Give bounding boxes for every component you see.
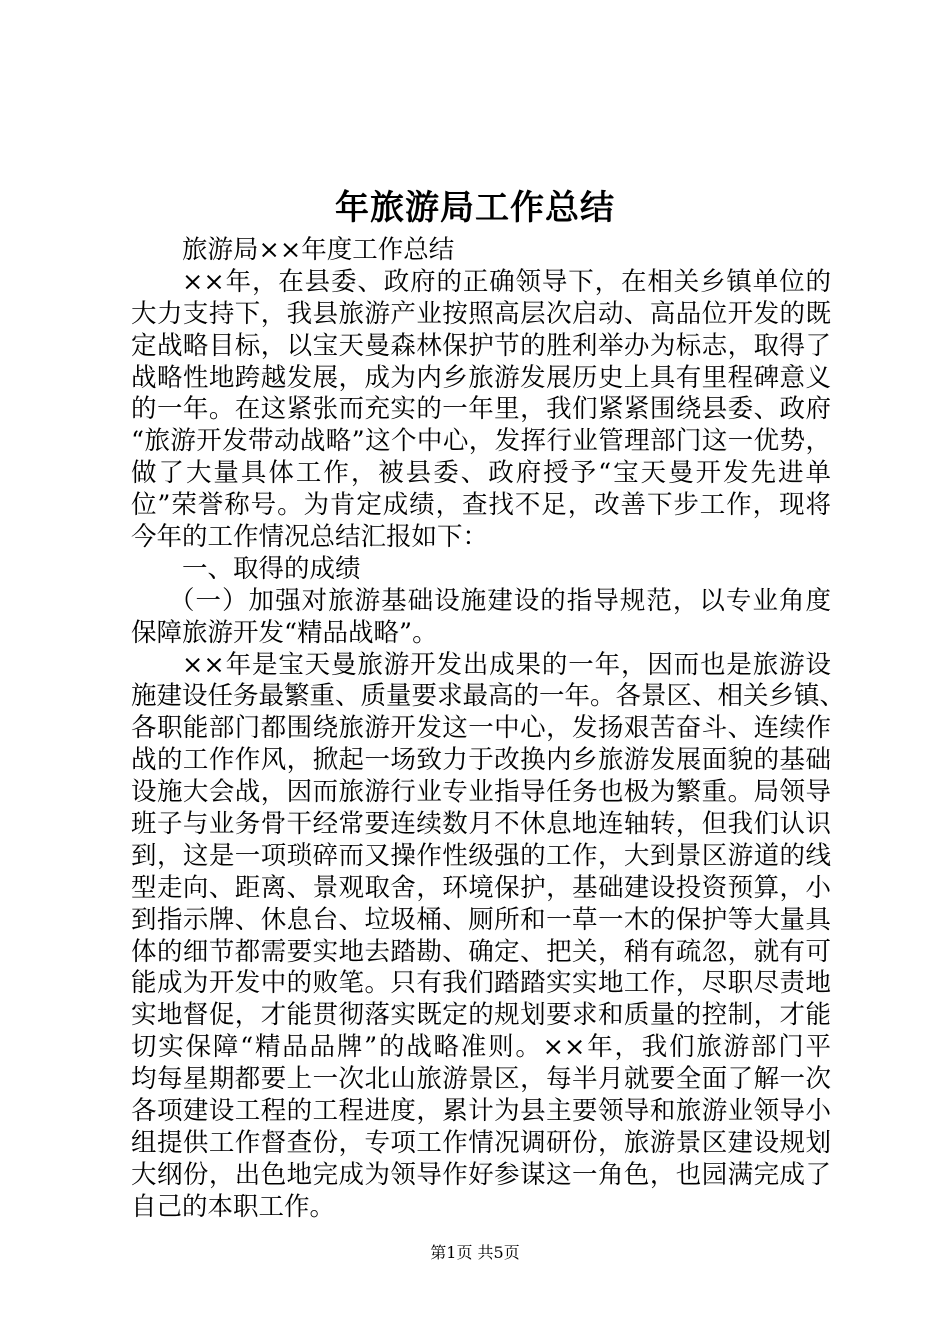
text-line: 做了大量具体工作，被县委、政府授予“宝天曼开发先进单 [131,458,831,489]
text-line: 定战略目标，以宝天曼森林保护节的胜利举办为标志，取得了 [131,330,831,361]
text-line: 战的工作作风，掀起一场致力于改换内乡旅游发展面貌的基础 [131,745,831,776]
text-line: “旅游开发带动战略”这个中心，发挥行业管理部门这一优势， [131,426,831,457]
text-line: 型走向、距离、景观取舍，环境保护，基础建设投资预算，小 [131,872,831,903]
text-line: 自己的本职工作。 [131,1191,336,1222]
text-line: ××年，在县委、政府的正确领导下，在相关乡镇单位的 [182,266,831,297]
text-line: 均每星期都要上一次北山旅游景区，每半月就要全面了解一次 [131,1064,831,1095]
text-line: 大力支持下，我县旅游产业按照高层次启动、高品位开发的既 [131,298,831,329]
text-line: 的一年。在这紧张而充实的一年里，我们紧紧围绕县委、政府 [131,394,831,425]
text-line: 施建设任务最繁重、质量要求最高的一年。各景区、相关乡镇、 [131,681,846,712]
text-line: 战略性地跨越发展，成为内乡旅游发展历史上具有里程碑意义 [131,362,831,393]
text-line: 实地督促，才能贯彻落实既定的规划要求和质量的控制，才能 [131,1000,831,1031]
text-line: ××年是宝天曼旅游开发出成果的一年，因而也是旅游设 [182,649,831,680]
text-line: 旅游局××年度工作总结 [182,235,455,265]
text-line: 组提供工作督查份，专项工作情况调研份，旅游景区建设规划 [131,1127,831,1158]
text-line: 今年的工作情况总结汇报如下： [131,522,489,553]
text-line: 切实保障“精品品牌”的战略准则。××年，我们旅游部门平 [131,1032,831,1063]
document-body [131,235,846,1224]
page-footer: 第1页 共5页 [430,1243,520,1262]
text-line: 大纲份，出色地完成为领导作好参谋这一角色，也园满完成了 [131,1159,831,1190]
text-line: 能成为开发中的败笔。只有我们踏踏实实地工作，尽职尽责地 [131,968,831,999]
text-line: 保障旅游开发“精品战略”。 [131,617,438,648]
document-title: 年旅游局工作总结 [335,188,615,228]
text-line: 位”荣誉称号。为肯定成绩，查找不足，改善下步工作，现将 [131,490,831,521]
text-line: 设施大会战，因而旅游行业专业指导任务也极为繁重。局领导 [131,777,831,808]
text-line: 各职能部门都围绕旅游开发这一中心，发扬艰苦奋斗、连续作 [131,713,831,744]
text-line: （一）加强对旅游基础设施建设的指导规范，以专业角度 [169,585,831,616]
text-line: 一、取得的成绩 [182,553,361,584]
text-line: 体的细节都需要实地去踏勘、确定、把关，稍有疏忽，就有可 [131,936,831,967]
text-line: 到指示牌、休息台、垃圾桶、厕所和一草一木的保护等大量具 [131,904,831,935]
text-line: 班子与业务骨干经常要连续数月不休息地连轴转，但我们认识 [131,809,831,840]
text-line: 到，这是一项琐碎而又操作性级强的工作，大到景区游道的线 [131,840,831,871]
text-line: 各项建设工程的工程进度，累计为县主要领导和旅游业领导小 [131,1096,831,1127]
